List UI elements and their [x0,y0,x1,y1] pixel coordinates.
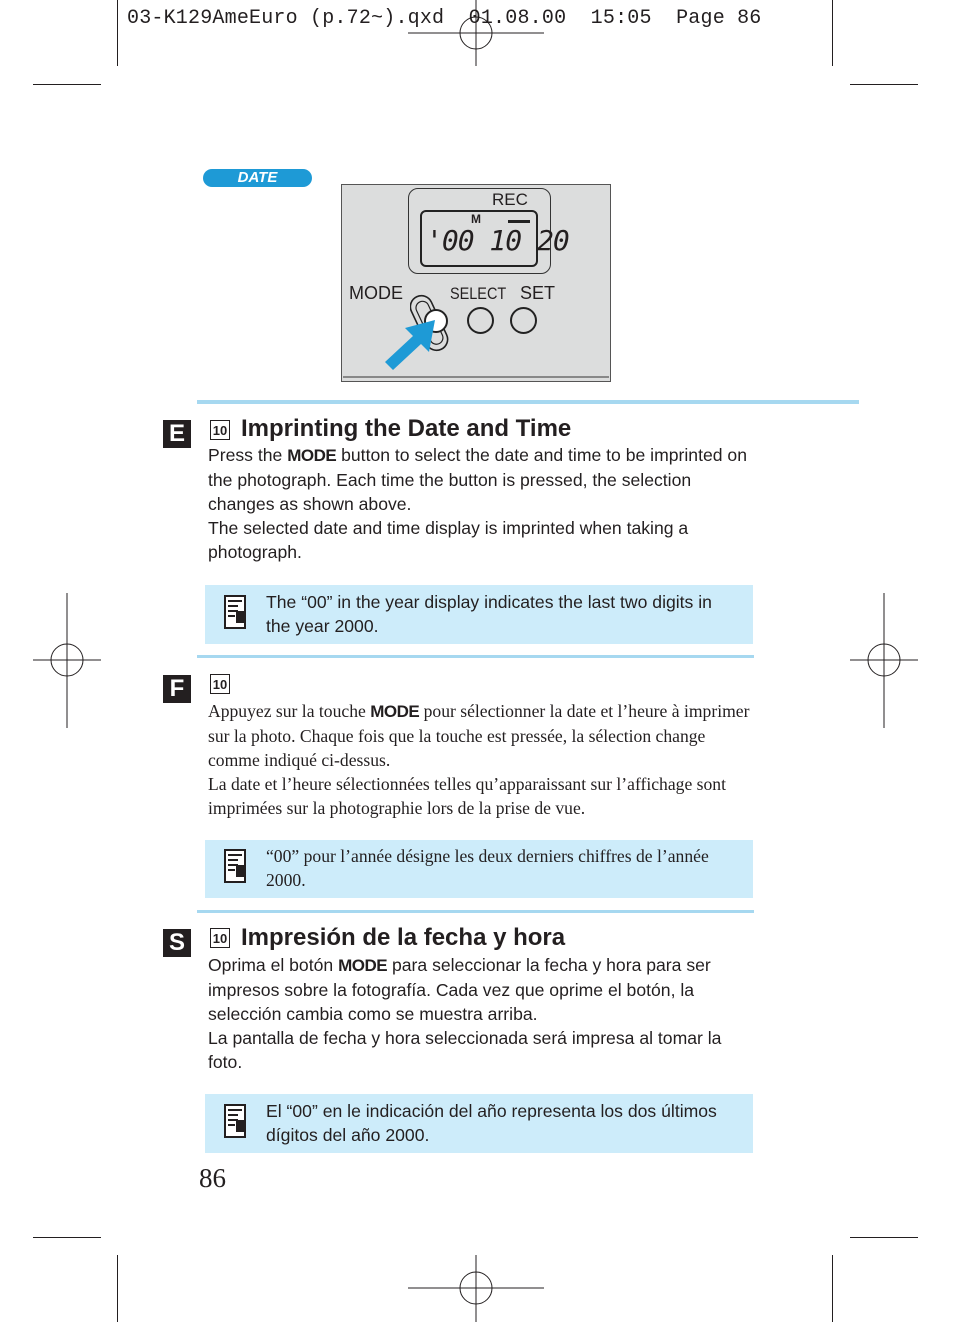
select-button [467,307,494,334]
english-paragraph-2: The selected date and time display is imprinted when taking a photograph. [208,518,689,562]
english-body [208,443,758,564]
french-body [208,699,758,820]
pointer-arrow-icon [383,316,439,372]
lcd-date-readout: '00 10 20 [426,224,569,257]
registration-mark-right [850,593,918,728]
french-paragraph-2: La date et l’heure sélectionnées telles qu’apparaissant sur l’affichage sont imprimées sur la photographie lors de la prise de vue. [208,774,726,818]
spanish-paragraph-1: Oprima el botón MODE para seleccionar la fecha y hora para ser impresos sobre la fotografía. Cada vez que oprime el botón, la selección cambia como se muestra arriba. [208,955,711,1024]
memo-note-icon [224,595,246,629]
set-label: SET [520,283,556,303]
mode-keyword: MODE [287,446,337,465]
rec-label: REC [492,190,528,209]
page-number: 86 [199,1163,226,1193]
date-badge: DATE [203,169,312,187]
lcd-bar-indicator [508,220,530,223]
registration-mark-top [408,0,544,66]
language-marker-spanish: S [163,929,191,957]
spanish-body [208,953,758,1074]
english-paragraph-1: Press the MODE button to select the date and time to be imprinted on the photograph. Each time the button is pressed, the selection changes as shown above. [208,445,748,514]
french-note-text: “00” pour l’année désigne les deux derniers chiffres de l’année 2000. [266,846,709,890]
french-paragraph-1: Appuyez sur la touche MODE pour sélectionner la date et l’heure à imprimer sur la photo. Chaque fois que la touche est pressée, la sélection change comme indiqué ci-dessus. [208,701,750,770]
memo-note-icon [224,1104,246,1138]
mode-keyword: MODE [370,702,420,721]
section-divider-english [197,655,754,658]
step-number-box: 10 [210,420,230,440]
section-divider-top [197,400,859,404]
step-number-box: 10 [210,674,230,694]
registration-mark-bottom [408,1255,544,1322]
mode-label: MODE [349,283,403,303]
set-button [510,307,537,334]
mode-keyword: MODE [338,956,388,975]
english-title: Imprinting the Date and Time [241,415,572,442]
language-marker-english: E [163,420,191,448]
section-divider-french [197,910,754,913]
spanish-paragraph-2: La pantalla de fecha y hora seleccionada será impresa al tomar la foto. [208,1028,722,1072]
memo-note-icon [224,849,246,883]
file-slug-header: 03-K129AmeEuro (p.72~).qxd 01.08.00 15:05 Page 86 [127,7,762,30]
spanish-note-text: El “00” en le indicación del año representa los dos últimos dígitos del año 2000. [266,1101,717,1145]
spanish-title: Impresión de la fecha y hora [241,924,566,951]
registration-mark-left [33,593,101,728]
step-number-box: 10 [210,928,230,948]
panel-bottom-edge [343,376,609,378]
english-note-text: The “00” in the year display indicates the last two digits in the year 2000. [266,592,712,636]
lcd-mode-indicator: M [471,212,481,226]
select-label: SELECT [450,284,507,303]
language-marker-french: F [163,675,191,703]
